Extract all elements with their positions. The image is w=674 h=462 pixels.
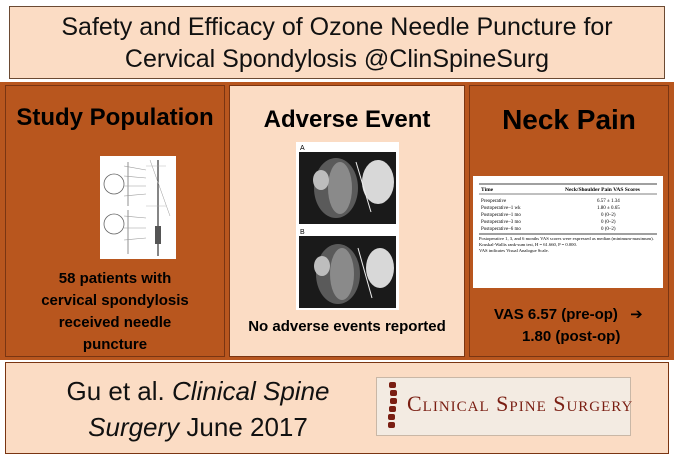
table-cell: 0 (0–2) <box>601 213 616 218</box>
table-cell: 1.80 ± 0.65 <box>597 206 620 211</box>
citation-text <box>48 373 348 445</box>
title-banner <box>9 6 665 79</box>
table-cell: 6.57 ± 1.34 <box>597 199 620 204</box>
table-header-vas: Neck/Shoulder Pain VAS Scores <box>565 187 640 193</box>
xray-a-label: A <box>300 145 305 152</box>
title-line-2: Cervical Spondylosis @ClinSpineSurg <box>124 44 550 73</box>
table-cell: Postoperative–3 mo <box>481 220 521 225</box>
neck-pain-heading: Neck Pain <box>502 104 636 135</box>
table-cell: Postoperative–6 mo <box>481 227 521 232</box>
table-footnote: Kruskal-Wallis rank-sum test, H = 61.660, P = 0.000. <box>479 242 577 247</box>
citation-journal: Clinical Spine Surgery <box>88 376 330 442</box>
table-footnote: Postoperative 1, 3, and 6 months VAS scores were expressed as median (minimum-maximum). <box>479 236 654 241</box>
table-cell: Postoperative–1 mo <box>481 213 521 218</box>
study-population-panel <box>5 85 225 357</box>
study-population-heading: Study Population <box>16 104 214 131</box>
table-footnote: VAS indicates Visual Analogue Scale. <box>479 248 549 253</box>
adverse-event-text: No adverse events reported <box>248 318 446 335</box>
study-population-text-line: 58 patients with <box>58 270 172 287</box>
needle-puncture-diagram <box>100 156 176 259</box>
study-population-text-line: received needle <box>58 314 172 331</box>
xray-image-a <box>296 142 399 226</box>
xray-b-label: B <box>300 229 305 236</box>
neck-pain-panel <box>469 85 669 357</box>
study-population-text <box>6 268 224 356</box>
table-cell: Postoperative–1 wk <box>481 206 521 211</box>
journal-logo <box>376 377 634 436</box>
neck-pain-text <box>470 304 668 348</box>
xray-image-b <box>296 226 399 310</box>
study-population-text-line: puncture <box>82 336 148 353</box>
table-cell: 0 (0–2) <box>601 227 616 232</box>
vas-pre-op-text: VAS 6.57 (pre-op) <box>494 306 618 323</box>
study-population-text-line: cervical spondylosis <box>41 292 189 309</box>
citation-panel <box>5 362 669 454</box>
vas-table-image <box>473 176 663 288</box>
adverse-event-panel <box>229 85 465 357</box>
logo-text: Clinical Spine Surgery <box>407 391 634 416</box>
spine-icon <box>379 378 409 435</box>
vas-post-op-text: 1.80 (post-op) <box>522 328 621 345</box>
citation-date: June 2017 <box>179 412 308 442</box>
citation-authors: Gu et al. <box>66 376 172 406</box>
table-cell: 0 (0–2) <box>601 220 616 225</box>
table-cell: Preoperative <box>481 199 507 204</box>
title-line-1: Safety and Efficacy of Ozone Needle Puncture for <box>61 12 613 41</box>
table-header-time: Time <box>481 187 494 193</box>
arrow-right-icon: ➔ <box>630 306 643 323</box>
adverse-event-heading: Adverse Event <box>263 106 431 133</box>
